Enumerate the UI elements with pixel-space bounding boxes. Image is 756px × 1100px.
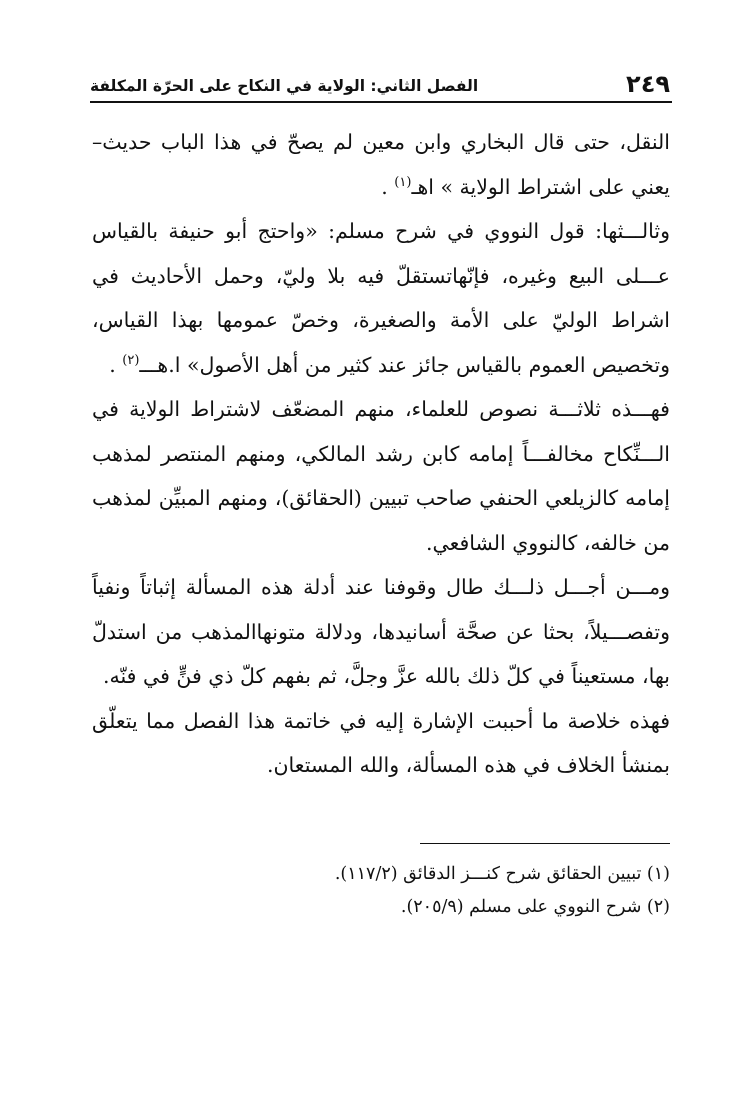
- paragraph-text: فهـــذه ثلاثـــة نصوص للعلماء، منهم المضعّف لاشتراط الولاية في الـــنِّكاح مخالفـــاً إمامه كابن رشد المالكي، ومنهم المنتصر لمذهب إمامه كالزيلعي الحنفي صاحب تبيين (الحقائق)، ومنهم المبيِّن لمذهب من خالفه، كالنووي الشافعي.: [92, 397, 670, 555]
- paragraph-text: وثالـــثها: قول النووي في شرح مسلم: «واحتج أبو حنيفة بالقياس عـــلى البيع وغيره، فإنّهاتستقلّ فيه بلا وليّ، وحمل الأحاديث في اشراط الوليّ على الأمة والصغيرة، وخصّ عمومها بهذا القياس، وتخصيص العموم بالقياس جائز عند كثير من أهل الأصول» ا.هـــ: [92, 219, 670, 377]
- footnote: (١) تبيين الحقائق شرح كنـــز الدقائق (١١٧/٢).: [334, 864, 670, 884]
- footnote: (٢) شرح النووي على مسلم (٢٠٥/٩).: [400, 897, 670, 917]
- page-number: ٢٤٩: [626, 70, 670, 98]
- paragraph: [92, 387, 670, 565]
- footnote-separator: [420, 843, 670, 844]
- running-title: الفصل الثاني: الولاية في النكاح على الحرّة المكلفة: [90, 77, 479, 95]
- paragraph-text: ومـــن أجـــل ذلـــك طال وقوفنا عند أدلة هذه المسألة إثباتاً ونفياً وتفصـــيلاً، بحثا عن صحَّة أسانيدها، ودلالة متونهاالمذهب من استدلّ بها، مستعيناً في كلّ ذلك بالله عزَّ وجلَّ، ثم بفهم كلّ ذي فنٍّ في فنّه.: [92, 575, 670, 688]
- paragraph-end: .: [109, 352, 123, 377]
- body-text: [92, 120, 670, 788]
- footnote-reference: (٢): [122, 352, 140, 368]
- page-header: [90, 62, 672, 98]
- paragraph-end: .: [381, 174, 395, 199]
- paragraph-text: فهذه خلاصة ما أحببت الإشارة إليه في خاتمة هذا الفصل مما يتعلّق بمنشأ الخلاف في هذه المسألة، والله المستعان.: [92, 708, 670, 777]
- paragraph: [92, 120, 670, 209]
- footnote-reference: (١): [394, 174, 412, 190]
- header-rule: [90, 101, 672, 103]
- paragraph: [92, 565, 670, 699]
- paragraph: [92, 699, 670, 788]
- paragraph-text: النقل، حتى قال البخاري وابن معين لم يصحّ في هذا الباب حديث– يعني على اشتراط الولاية » اهـ: [92, 130, 670, 199]
- paragraph: [92, 209, 670, 387]
- footnotes: [92, 858, 670, 924]
